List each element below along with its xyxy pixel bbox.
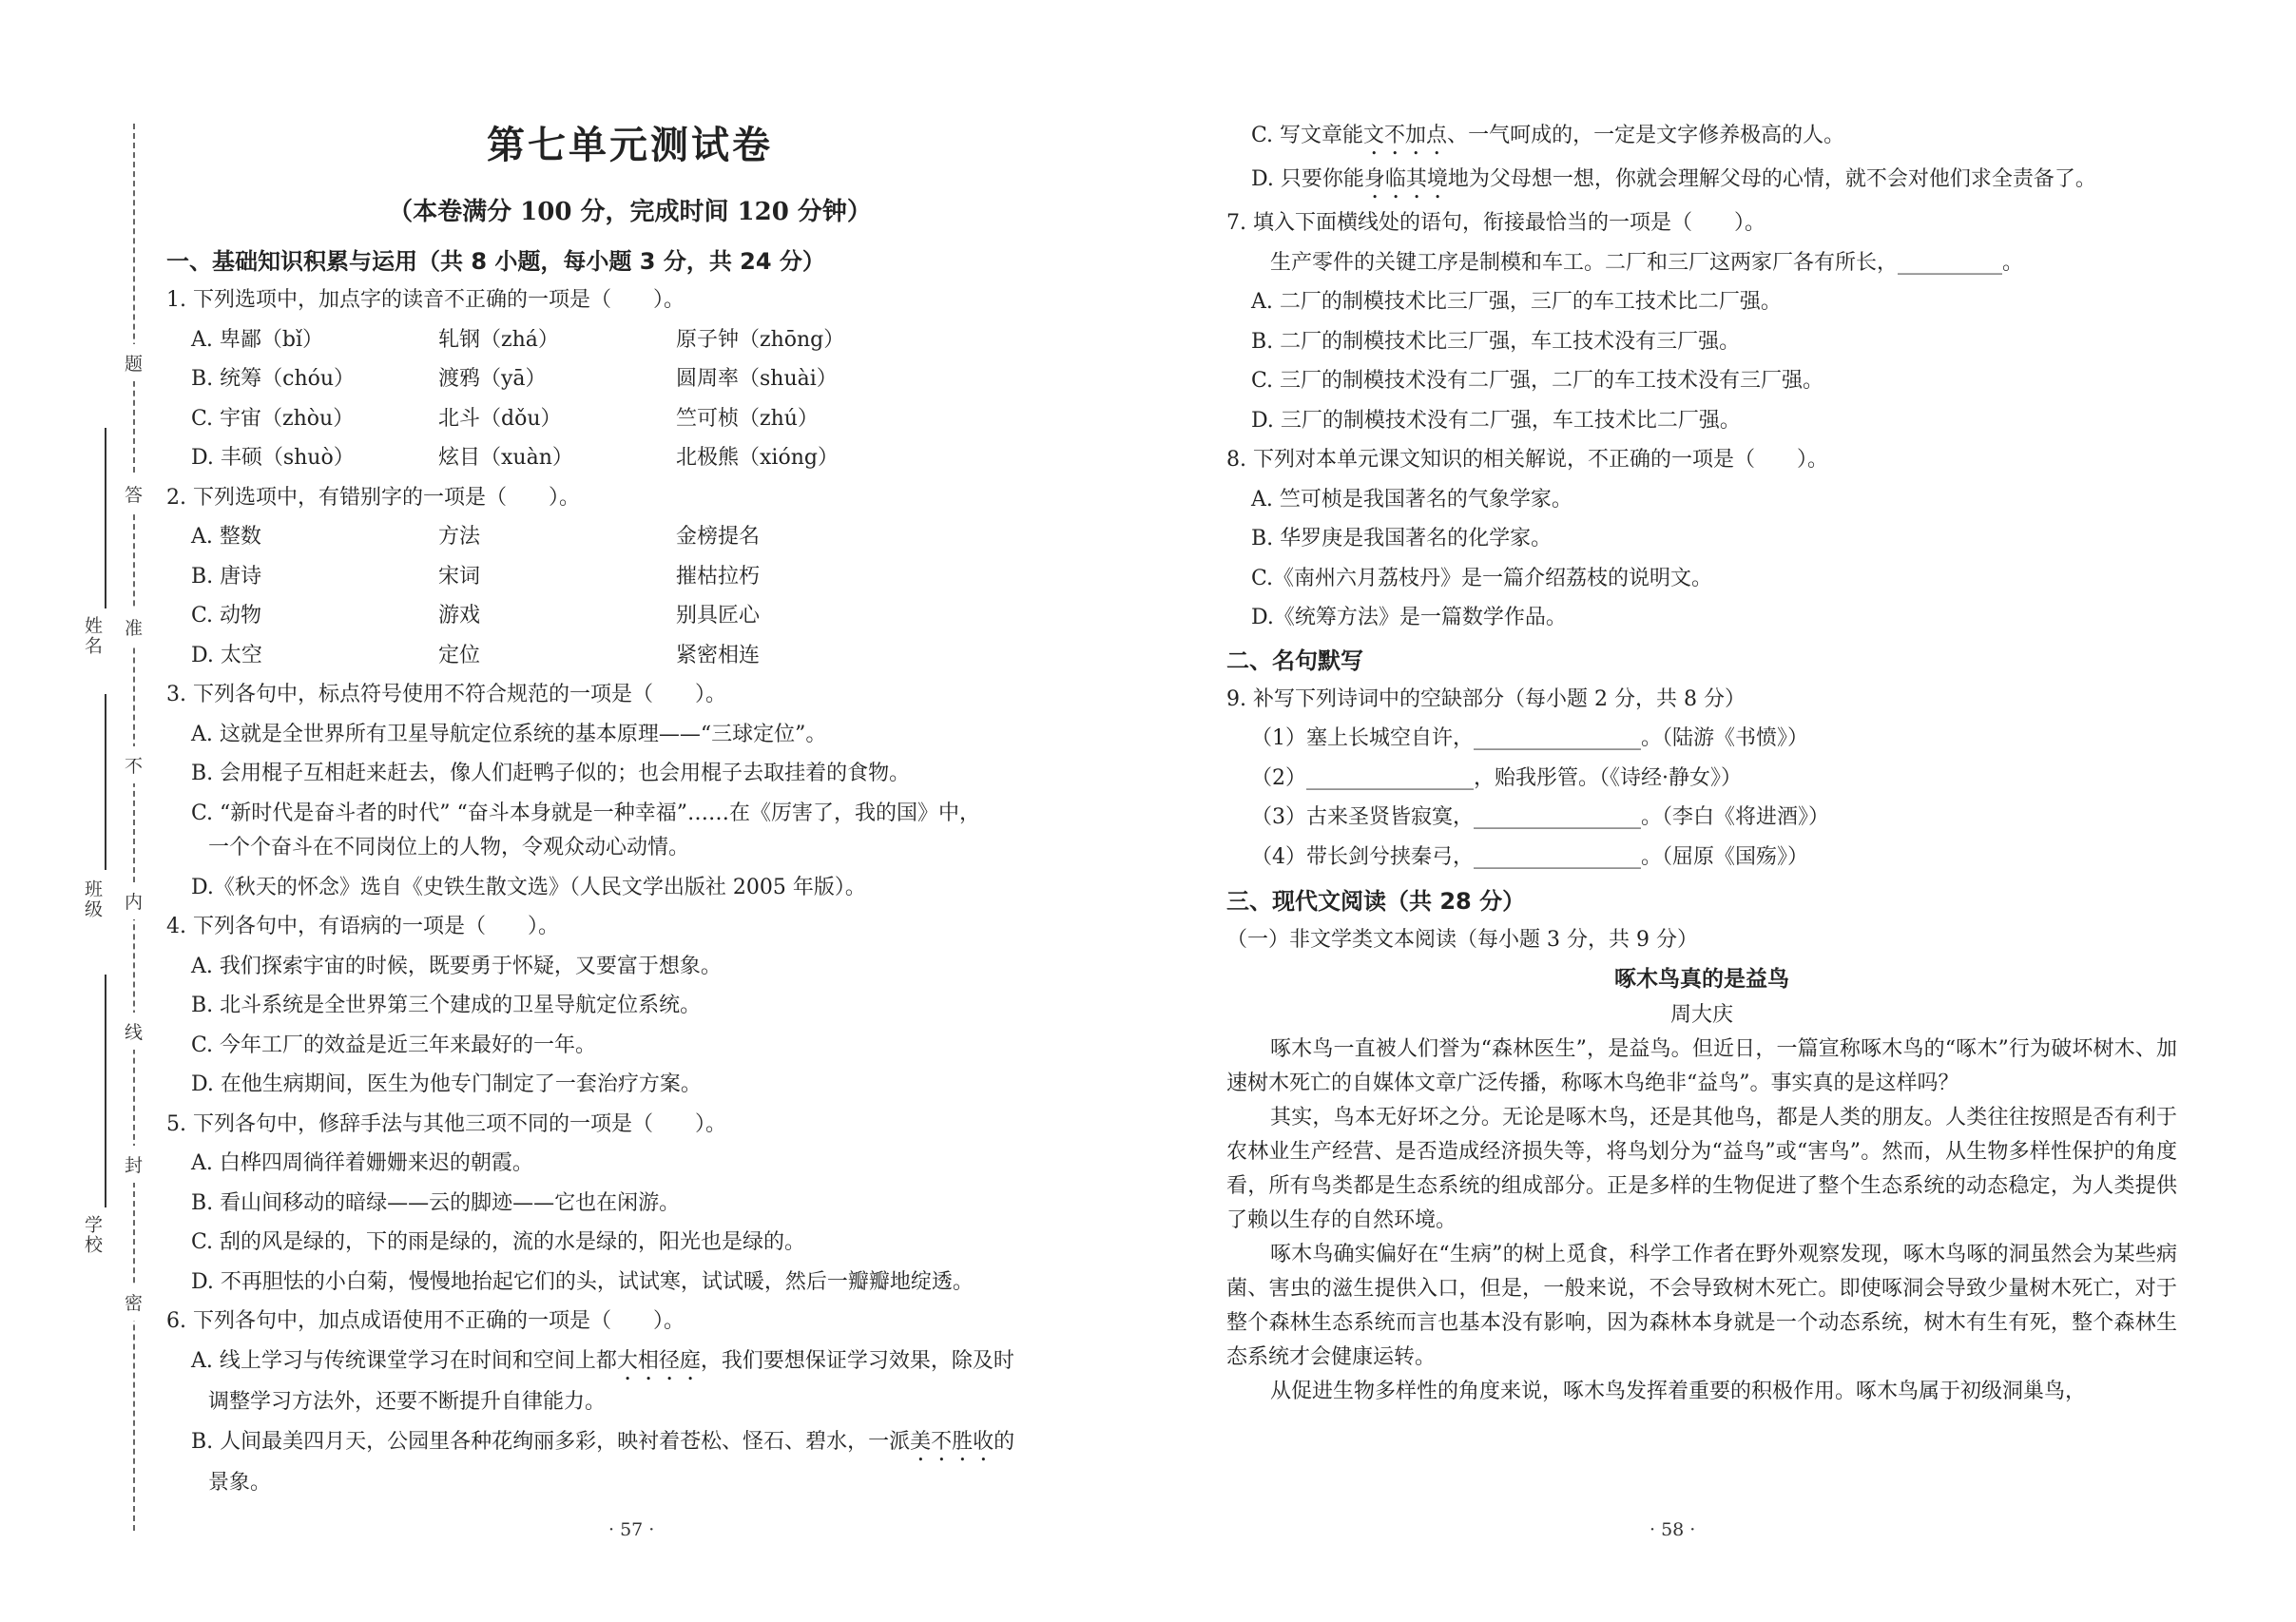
question-1-stem: 1. 下列选项中，加点字的读音不正确的一项是（ ）。 xyxy=(166,288,685,312)
article-paragraph: 啄木鸟确实偏好在“生病”的树上觅食，科学工作者在野外观察发现，啄木鸟啄的洞虽然会为某些病菌、害虫的滋生提供入口，但是，一般来说，不会导致树木死亡。即使啄洞会导致少量树木死亡，对于整个森林生态系统而言也基本没有影响，因为森林本身就是一个动态系统，树木有生有死，整个森林生态系统才会健康运转。 xyxy=(1226,1242,2177,1369)
article-paragraph: 其实，鸟本无好坏之分。无论是啄木鸟，还是其他鸟，都是人类的朋友。人类往往按照是否有利于农林业生产经营、是否造成经济损失等，将鸟划分为“益鸟”或“害鸟”。然而，从生物多样性保护的角度看，所有鸟类都是生态系统的组成部分。正是多样的生物促进了整个生态系统的动态稳定，为人类提供了赖以生存的自然环境。 xyxy=(1226,1105,2177,1232)
option-cell: B. 唐诗 xyxy=(191,564,262,589)
option-d: D.《统筹方法》是一篇数学作品。 xyxy=(1251,606,1567,629)
option-text: A. 线上学习与传统课堂学习在时间和空间上都 xyxy=(191,1348,617,1373)
option-a: A. 这就是全世界所有卫星导航定位系统的基本原理——“三球定位”。 xyxy=(191,722,827,746)
option-c: C. “新时代是奋斗者的时代” “奋斗本身就是一种幸福”……在《厉害了，我的国》中， xyxy=(191,801,981,825)
poem-blank-4[interactable]: （4）带长剑兮挟秦弓，________________。（屈原《国殇》） xyxy=(1251,844,1808,869)
question-7-text: 生产零件的关键工序是制模和车工。二厂和三厂这两家厂各有所长，__________。 xyxy=(1270,250,2024,275)
seal-char: 准 xyxy=(125,608,143,646)
question-1-row xyxy=(166,359,1093,399)
option-cell: 方法 xyxy=(438,525,481,549)
question-2-row xyxy=(166,557,1093,597)
page-number: · 58 · xyxy=(1650,1519,1696,1540)
option-text: B. 人间最美四月天，公园里各种花绚丽多彩，映衬着苍松、怪石、碧水，一派 xyxy=(191,1429,911,1454)
seal-char: 答 xyxy=(125,475,143,512)
question-6-stem: 6. 下列各句中，加点成语使用不正确的一项是（ ）。 xyxy=(166,1309,685,1333)
poem-blank-3[interactable]: （3）古来圣贤皆寂寞，________________。（李白《将进酒》） xyxy=(1251,805,1829,829)
question-2-row xyxy=(166,636,1093,676)
left-column xyxy=(166,119,1093,1500)
seal-char: 线 xyxy=(125,1013,143,1050)
option-text: 、一气呵成的，一定是文字修养极高的人。 xyxy=(1447,124,1845,147)
option-cell: D. 丰硕（shuò） xyxy=(191,446,355,470)
option-cell: 渡鸦（yā） xyxy=(438,367,547,391)
school-label: 学校 xyxy=(82,1215,103,1255)
option-a: A. 二厂的制模技术比三厂强，三厂的车工技术比二厂强。 xyxy=(1251,290,1782,314)
section-1-heading: 一、基础知识积累与运用（共 8 小题，每小题 3 分，共 24 分） xyxy=(166,248,825,275)
option-c: C. 今年工厂的效益是近三年来最好的一年。 xyxy=(191,1033,597,1057)
article-paragraph: 啄木鸟一直被人们誉为“森林医生”，是益鸟。但近日，一篇宣称啄木鸟的“啄木”行为破坏树木、加速树木死亡的自媒体文章广泛传播，称啄木鸟绝非“益鸟”。事实真的是这样吗？ xyxy=(1226,1036,2177,1095)
option-cell: 轧钢（zhá） xyxy=(438,327,559,352)
seal-char: 题 xyxy=(125,344,143,381)
option-a xyxy=(166,1342,1093,1385)
exam-subtitle: （本卷满分 100 分，完成时间 120 分钟） xyxy=(388,198,872,226)
option-cell: 竺可桢（zhú） xyxy=(676,406,819,431)
option-d: D. 在他生病期间，医生为他专门制定了一套治疗方案。 xyxy=(191,1072,702,1096)
question-3-stem: 3. 下列各句中，标点符号使用不符合规范的一项是（ ）。 xyxy=(166,683,726,706)
option-c xyxy=(1226,116,2177,160)
option-d: D.《秋天的怀念》选自《史铁生散文选》（人民文学出版社 2005 年版）。 xyxy=(191,875,866,899)
option-b: B. 看山间移动的暗绿——云的脚迹——它也在闲游。 xyxy=(191,1190,681,1215)
article-title: 啄木鸟真的是益鸟 xyxy=(1614,966,1789,992)
subsection-heading: （一）非文学类文本阅读（每小题 3 分，共 9 分） xyxy=(1226,928,1698,952)
option-cell: 北斗（dǒu） xyxy=(438,406,562,431)
question-2-stem: 2. 下列选项中，有错别字的一项是（ ）。 xyxy=(166,485,580,510)
option-cell: C. 动物 xyxy=(191,604,262,628)
option-b-cont: 景象。 xyxy=(208,1470,272,1495)
question-9-stem: 9. 补写下列诗词中的空缺部分（每小题 2 分，共 8 分） xyxy=(1226,686,1746,711)
option-cell: 紧密相连 xyxy=(676,643,761,667)
option-cell: A. 卑鄙（bǐ） xyxy=(191,327,323,352)
dotted-idiom: 大相径庭 xyxy=(616,1348,701,1373)
option-d: D. 三厂的制模技术没有二厂强，车工技术比二厂强。 xyxy=(1251,408,1741,433)
option-b: B. 会用棍子互相赶来赶去，像人们赶鸭子似的；也会用棍子去取挂着的食物。 xyxy=(191,762,911,785)
option-c: C.《南州六月荔枝丹》是一篇介绍荔枝的说明文。 xyxy=(1251,566,1713,590)
option-cell: C. 宇宙（zhòu） xyxy=(191,406,355,431)
dotted-idiom: 身临其境 xyxy=(1363,167,1448,191)
seal-char: 不 xyxy=(125,746,143,783)
right-column xyxy=(1226,119,2177,1409)
option-d: D. 不再胆怯的小白菊，慢慢地抬起它们的头，试试寒，试试暖，然后一瓣瓣地绽透。 xyxy=(191,1269,974,1294)
class-label: 班级 xyxy=(82,879,103,919)
option-cell: 原子钟（zhōng） xyxy=(676,327,845,352)
seal-char: 密 xyxy=(125,1284,143,1321)
name-line[interactable] xyxy=(105,428,106,608)
question-2-row xyxy=(166,596,1093,636)
option-c: C. 刮的风是绿的，下的雨是绿的，流的水是绿的，阳光也是绿的。 xyxy=(191,1230,806,1254)
option-cell: 炫目（xuàn） xyxy=(438,446,573,470)
question-1-row xyxy=(166,438,1093,478)
section-3-heading: 三、现代文阅读（共 28 分） xyxy=(1226,888,1526,915)
dotted-idiom: 美不胜收 xyxy=(910,1429,994,1454)
question-1-row xyxy=(166,399,1093,439)
option-cell: 北极熊（xióng） xyxy=(676,446,839,470)
question-5-stem: 5. 下列各句中，修辞手法与其他三项不同的一项是（ ）。 xyxy=(166,1111,726,1136)
school-line[interactable] xyxy=(105,975,106,1207)
option-c-cont: 一个个奋斗在不同岗位上的人物，令观众动心动情。 xyxy=(208,835,690,859)
dotted-idiom: 文不加点 xyxy=(1363,124,1448,147)
option-cell: 宋词 xyxy=(438,564,481,589)
page-number: · 57 · xyxy=(608,1519,655,1540)
class-line[interactable] xyxy=(105,694,106,870)
option-text: D. 只要你能 xyxy=(1251,167,1364,191)
section-2-heading: 二、名句默写 xyxy=(1226,647,1363,674)
option-a: A. 白桦四周徜徉着姗姗来迟的朝霞。 xyxy=(191,1151,533,1175)
option-c: C. 三厂的制模技术没有二厂强，二厂的车工技术没有三厂强。 xyxy=(1251,369,1824,393)
option-a: A. 竺可桢是我国著名的气象学家。 xyxy=(1251,487,1572,512)
option-cell: D. 太空 xyxy=(191,643,262,667)
option-cell: 游戏 xyxy=(438,604,481,628)
option-cell: 金榜提名 xyxy=(676,525,761,549)
option-cell: A. 整数 xyxy=(191,525,261,549)
option-b: B. 二厂的制模技术比三厂强，车工技术没有三厂强。 xyxy=(1251,329,1741,354)
option-b: B. 北斗系统是全世界第三个建成的卫星导航定位系统。 xyxy=(191,994,702,1017)
option-cell: 别具匠心 xyxy=(676,604,761,628)
option-text: ，我们要想保证学习效果，除及时 xyxy=(700,1348,1014,1373)
poem-blank-2[interactable]: （2）________________，贻我彤管。（《诗经·静女》） xyxy=(1251,765,1742,790)
option-cell: 摧枯拉朽 xyxy=(676,564,761,589)
option-cell: B. 统筹（chóu） xyxy=(191,367,356,391)
question-2-row xyxy=(166,517,1093,557)
option-text: 地为父母想一想，你就会理解父母的心情，就不会对他们求全责备了。 xyxy=(1447,167,2096,191)
article-paragraph: 从促进生物多样性的角度来说，啄木鸟发挥着重要的积极作用。啄木鸟属于初级洞巢鸟， xyxy=(1270,1379,2087,1403)
option-b xyxy=(166,1422,1093,1466)
name-label: 姓名 xyxy=(82,616,103,656)
question-4-stem: 4. 下列各句中，有语病的一项是（ ）。 xyxy=(166,915,559,938)
option-cell: 定位 xyxy=(438,643,481,667)
page-title: 第七单元测试卷 xyxy=(487,123,773,167)
option-text: C. 写文章能 xyxy=(1251,124,1364,147)
right-page xyxy=(1179,0,2296,1622)
option-text: 的 xyxy=(994,1429,1015,1454)
option-d xyxy=(1226,160,2177,203)
article-author: 周大庆 xyxy=(1669,1002,1733,1027)
option-cell: 圆周率（shuài） xyxy=(676,367,838,391)
seal-char: 内 xyxy=(125,882,143,919)
question-1-row xyxy=(166,320,1093,360)
question-7-stem: 7. 填入下面横线处的语句，衔接最恰当的一项是（ ）。 xyxy=(1226,211,1765,235)
poem-blank-1[interactable]: （1）塞上长城空自许，________________。（陆游《书愤》） xyxy=(1251,726,1808,750)
seal-char: 封 xyxy=(125,1146,143,1183)
option-a-cont: 调整学习方法外，还要不断提升自律能力。 xyxy=(208,1389,607,1414)
option-a: A. 我们探索宇宙的时候，既要勇于怀疑，又要富于想象。 xyxy=(191,954,722,978)
question-8-stem: 8. 下列对本单元课文知识的相关解说，不正确的一项是（ ）。 xyxy=(1226,448,1828,472)
option-b: B. 华罗庚是我国著名的化学家。 xyxy=(1251,527,1553,550)
